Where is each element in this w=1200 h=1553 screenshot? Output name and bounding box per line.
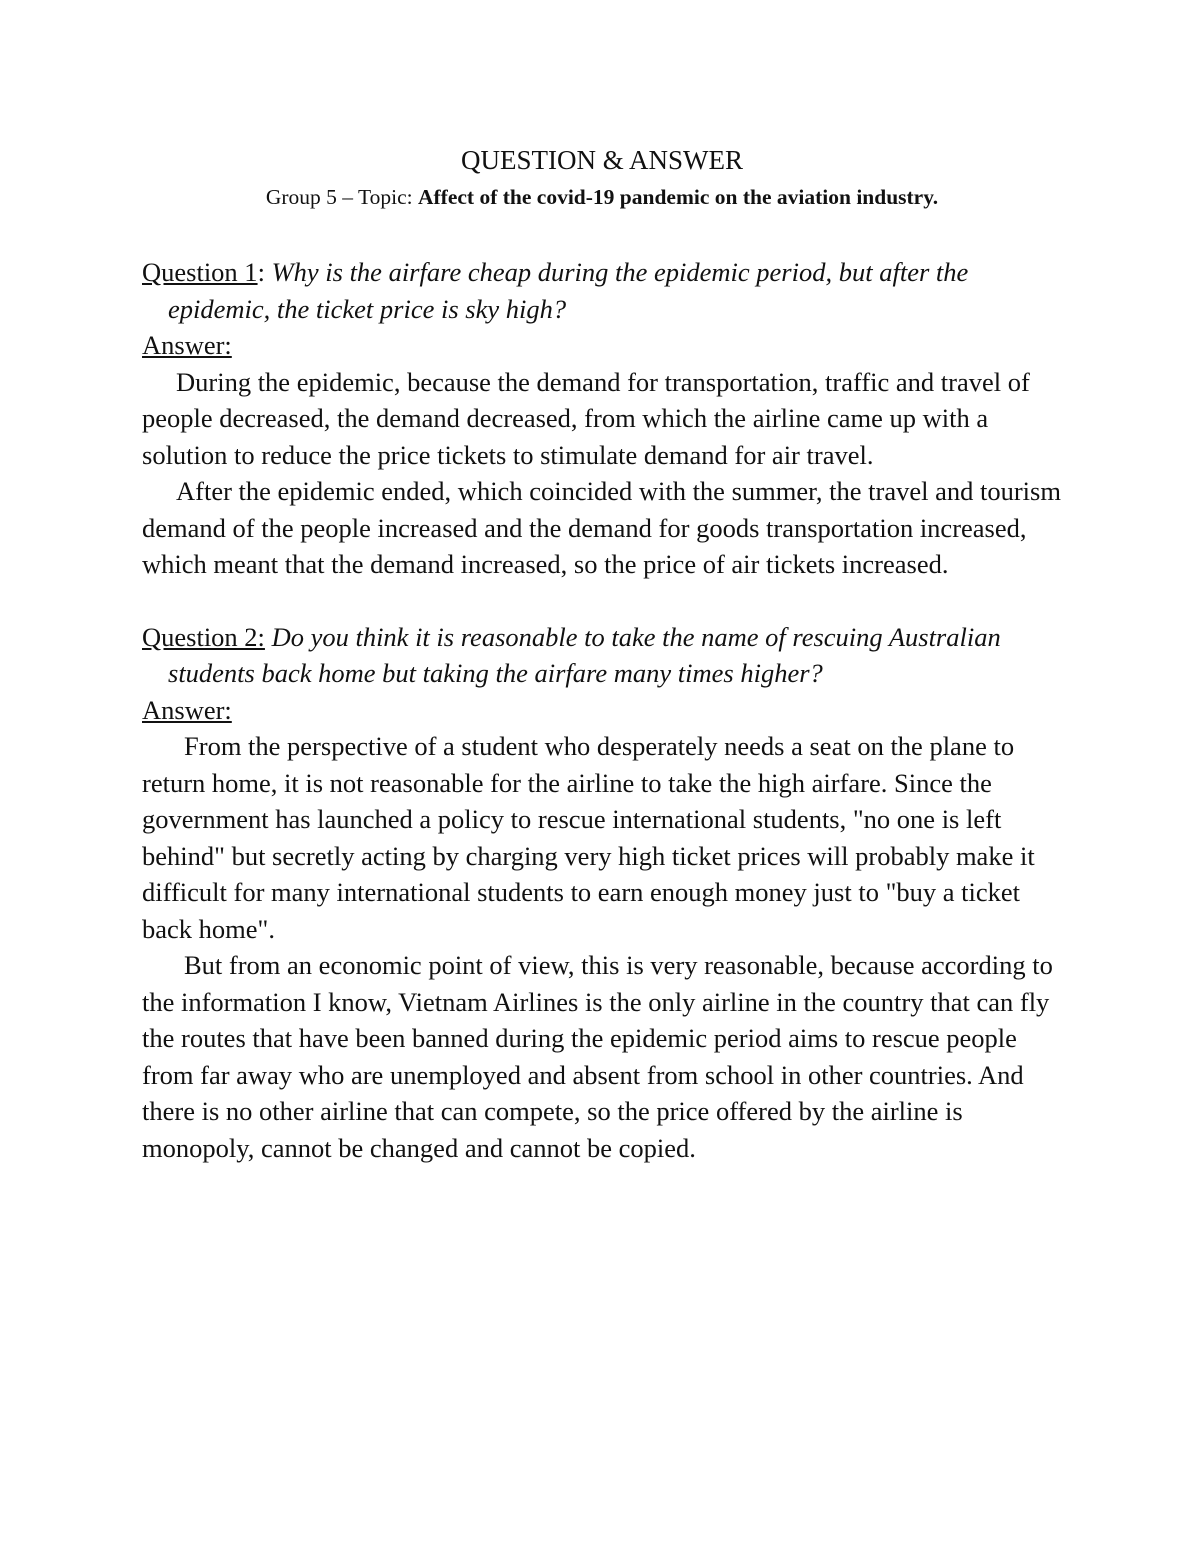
document-title: QUESTION & ANSWER bbox=[461, 145, 743, 175]
question-1 bbox=[142, 254, 1062, 327]
document-body bbox=[142, 142, 1062, 1166]
answer-label: Answer: bbox=[142, 330, 232, 360]
answer-paragraph: But from an economic point of view, this is very reasonable, because according to the information I know, Vietnam Airlines is the only airline in the country that can fly the routes that have been banned during the epidemic period aims to rescue people from far away who are unemployed and absent from school in other countries. And there is no other airline that can compete, so the price offered by the airline is monopoly, cannot be changed and cannot be copied. bbox=[142, 950, 1053, 1163]
subtitle-topic: Affect of the covid-19 pandemic on the aviation industry. bbox=[418, 185, 939, 209]
answer-paragraph: During the epidemic, because the demand for transportation, traffic and travel of people decreased, the demand decreased, from which the airline came up with a solution to reduce the price tickets to stimulate demand for air travel. bbox=[142, 366, 1030, 470]
answer-paragraph: From the perspective of a student who desperately needs a seat on the plane to return home, it is not reasonable for the airline to take the high airfare. Since the government has launched a policy to rescue international students, "no one is left behind" but secretly acting by charging very high ticket prices will probably make it difficult for many international students to earn enough money just to "buy a ticket back home". bbox=[142, 731, 1035, 944]
question-2 bbox=[142, 619, 1062, 692]
question-label: Question 2: bbox=[142, 621, 265, 652]
subtitle-prefix: Group 5 – Topic: bbox=[265, 185, 418, 209]
question-separator: : bbox=[257, 257, 272, 287]
qa-block-2 bbox=[142, 619, 1062, 1167]
answer-label: Answer: bbox=[142, 694, 232, 725]
question-separator bbox=[265, 622, 272, 652]
answer-paragraph: After the epidemic ended, which coincided with the summer, the travel and tourism demand of the people increased and the demand for goods transportation increased, which meant that the demand increased, so the price of air tickets increased. bbox=[142, 476, 1061, 579]
question-label: Question 1 bbox=[142, 257, 258, 287]
question-text: Do you think it is reasonable to take the name of rescuing Australian students back home but taking the airfare many times higher? bbox=[168, 621, 1001, 688]
qa-block-1 bbox=[142, 254, 1062, 583]
document-subtitle bbox=[142, 180, 1062, 214]
question-text: Why is the airfare cheap during the epidemic period, but after the epidemic, the ticket price is sky high? bbox=[168, 257, 969, 324]
